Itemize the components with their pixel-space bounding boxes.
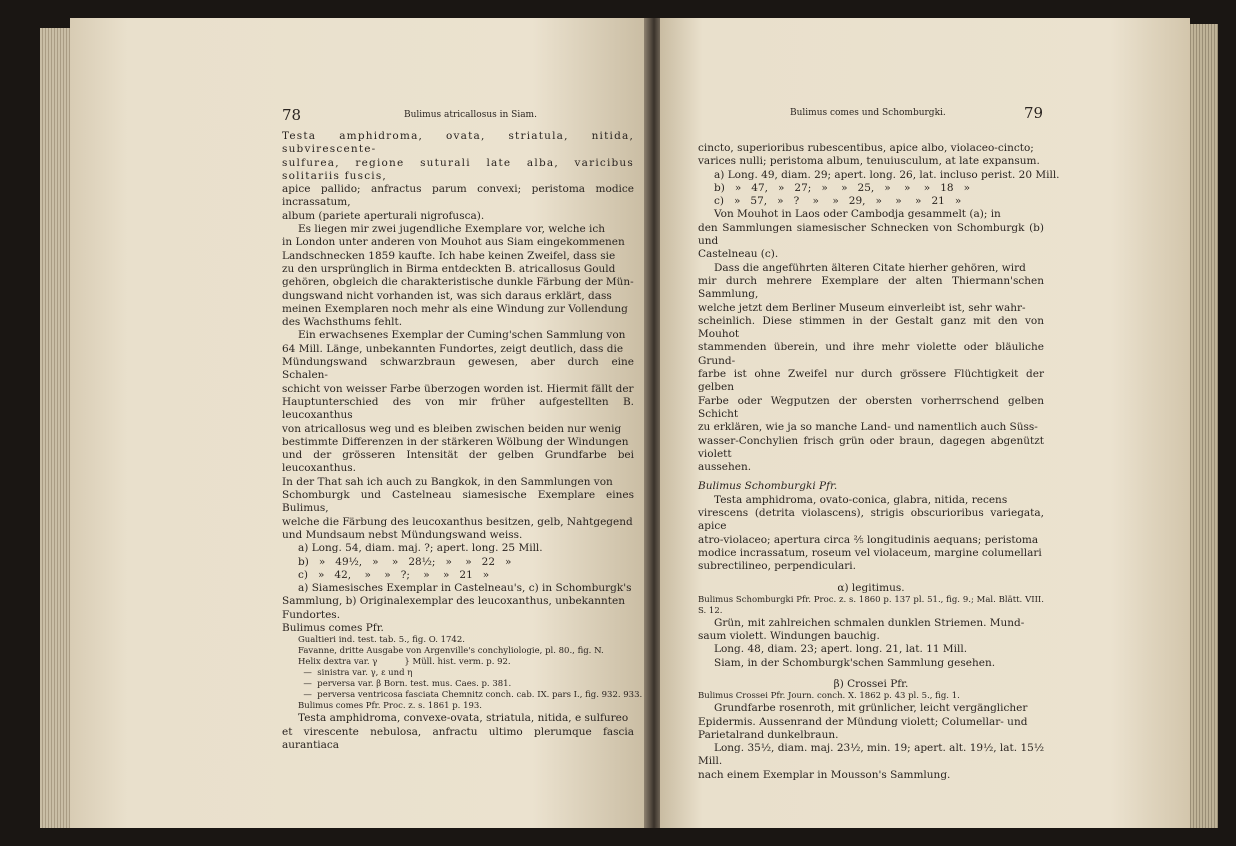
line: varices nulli; peristoma album, tenuiusculum, at late expansum. xyxy=(698,155,1040,168)
line: a) Siamesisches Exemplar in Castelneau's, c) in Schomburgk's xyxy=(298,582,632,595)
line: saum violett. Windungen bauchig. xyxy=(698,630,880,643)
line: mir durch mehrere Exemplare der alten Thiermann'schen Sammlung, xyxy=(698,274,1044,301)
line: wasser-Conchylien frisch grün oder braun, dagegen abgenützt violett xyxy=(698,434,1044,460)
page-edges-right xyxy=(1188,24,1218,828)
line: virescens (detrita violascens), strigis obscurioribus variegata, apice xyxy=(698,507,1044,533)
page-edges-left xyxy=(40,28,74,828)
measure-row: c) » 57, » ? » » 29, » » » 21 » xyxy=(714,195,962,208)
line: Castelneau (c). xyxy=(698,248,779,261)
line: und Mundsaum nebst Mündungswand weiss. xyxy=(282,528,523,541)
line: Von Mouhot in Laos oder Cambodja gesammelt (a); in xyxy=(714,208,1001,221)
running-head-right: Bulimus comes und Schomburgki. xyxy=(790,108,946,118)
line: Mündungswand schwarzbraun gewesen, aber durch eine Schalen- xyxy=(282,356,634,382)
reference: Bulimus Crossei Pfr. Journ. conch. X. 1862 p. 43 pl. 5., fig. 1. xyxy=(698,691,960,702)
line: schicht von weisser Farbe überzogen worden ist. Hiermit fällt der xyxy=(282,382,634,395)
line: Testa amphidroma, ovata, striatula, nitida, subvirescente- xyxy=(282,130,634,156)
line: und der grösseren Intensität der gelben Grundfarbe bei leucoxanthus. xyxy=(282,449,634,475)
line: 64 Mill. Länge, unbekannten Fundortes, zeigt deutlich, dass die xyxy=(282,342,624,355)
reference: Bulimus comes Pfr. Proc. z. s. 1861 p. 193. xyxy=(298,701,483,712)
line: nach einem Exemplar in Mousson's Sammlung. xyxy=(698,768,951,781)
running-head-left: Bulimus atricallosus in Siam. xyxy=(404,110,537,120)
line: zu erklären, wie ja so manche Land- und namentlich auch Süss- xyxy=(698,421,1038,434)
measure-row: c) » 42, » » ?; » » 21 » xyxy=(298,568,490,581)
reference: Gualtieri ind. test. tab. 5., fig. O. 1742. xyxy=(298,635,465,646)
line: meinen Exemplaren noch mehr als eine Windung zur Vollendung xyxy=(282,302,628,315)
variety-heading: α) legitimus. xyxy=(837,581,905,594)
line: album (pariete aperturali nigrofusca). xyxy=(282,209,485,222)
line: dungswand nicht vorhanden ist, was sich daraus erklärt, dass xyxy=(282,289,612,302)
line: welche jetzt dem Berliner Museum einverleibt ist, sehr wahr- xyxy=(698,301,1026,314)
measure-row: b) » 47, » 27; » » 25, » » » 18 » xyxy=(714,181,971,194)
species-heading: Bulimus comes Pfr. xyxy=(282,621,384,634)
line: sulfurea, regione suturali late alba, varicibus solitariis fuscis, xyxy=(282,156,634,182)
line: In der That sah ich auch zu Bangkok, in den Sammlungen von xyxy=(282,475,613,488)
reference: Helix dextra var. γ } Müll. hist. verm. p. 92. xyxy=(298,657,511,668)
line: Hauptunterschied des von mir früher aufgestellten B. leucoxanthus xyxy=(282,395,634,422)
open-book xyxy=(40,18,1200,828)
line: Siam, in der Schomburgk'schen Sammlung gesehen. xyxy=(714,656,996,669)
line: Long. 35½, diam. maj. 23½, min. 19; apert. alt. 19½, lat. 15½ Mill. xyxy=(698,742,1044,768)
line: gehören, obgleich die charakteristische dunkle Färbung der Mün- xyxy=(282,276,634,289)
line: aussehen. xyxy=(698,461,752,474)
left-page xyxy=(70,18,648,828)
line: Schomburgk und Castelneau siamesische Exemplare eines Bulimus, xyxy=(282,489,634,515)
line: scheinlich. Diese stimmen in der Gestalt ganz mit den von Mouhot xyxy=(698,314,1044,341)
reference: Bulimus Schomburgki Pfr. Proc. z. s. 1860 p. 137 pl. 51., fig. 9.; Mal. Blätt. VIII. S. 12. xyxy=(698,594,1044,616)
reference: Favanne, dritte Ausgabe von Argenville's conchyliologie, pl. 80., fig. N. xyxy=(298,646,604,657)
line: farbe ist ohne Zweifel nur durch grössere Flüchtigkeit der gelben xyxy=(698,368,1044,394)
line: welche die Färbung des leucoxanthus besitzen, gelb, Nahtgegend xyxy=(282,515,633,528)
line: Farbe oder Wegputzen der obersten vorherrschend gelben Schicht xyxy=(698,394,1044,420)
line: Grundfarbe rosenroth, mit grünlicher, leicht vergänglicher xyxy=(714,702,1028,715)
line: Long. 48, diam. 23; apert. long. 21, lat. 11 Mill. xyxy=(714,643,968,656)
measure-row: b) » 49½, » » 28½; » » 22 » xyxy=(298,555,512,568)
line: subrectilineo, perpendiculari. xyxy=(698,560,856,573)
line: Dass die angeführten älteren Citate hierher gehören, wird xyxy=(714,261,1026,274)
line: atro-violaceo; apertura circa ⅖ longitudinis aequans; peristoma xyxy=(698,533,1039,546)
page-number-left: 78 xyxy=(282,106,302,124)
line: modice incrassatum, roseum vel violaceum, margine columellari xyxy=(698,546,1042,559)
reference: — sinistra var. γ, ε und η xyxy=(298,668,413,679)
right-page xyxy=(660,18,1190,828)
line: cincto, superioribus rubescentibus, apice albo, violaceo-cincto; xyxy=(698,142,1034,154)
measure-row: a) Long. 49, diam. 29; apert. long. 26, lat. incluso perist. 20 Mill. xyxy=(714,168,1060,181)
line: Ein erwachsenes Exemplar der Cuming'schen Sammlung von xyxy=(298,329,626,342)
reference: — perversa ventricosa fasciata Chemnitz conch. cab. IX. pars I., fig. 932. 933. xyxy=(298,690,643,701)
measure-row: a) Long. 54, diam. maj. ?; apert. long. 25 Mill. xyxy=(298,542,543,555)
line: Sammlung, b) Originalexemplar des leucoxanthus, unbekannten xyxy=(282,595,626,608)
line: stammenden überein, und ihre mehr violette oder bläuliche Grund- xyxy=(698,341,1044,367)
line: Grün, mit zahlreichen schmalen dunklen Striemen. Mund- xyxy=(714,616,1025,629)
line: Fundortes. xyxy=(282,608,341,621)
left-text-column xyxy=(282,130,643,752)
line: Testa amphidroma, convexe-ovata, striatula, nitida, e sulfureo xyxy=(298,712,629,725)
line: Landschnecken 1859 kaufte. Ich habe keinen Zweifel, dass sie xyxy=(282,249,616,262)
line: apice pallido; anfractus parum convexi; peristoma modice incrassatum, xyxy=(282,183,634,209)
line: in London unter anderen von Mouhot aus Siam eingekommenen xyxy=(282,236,625,249)
page-number-right: 79 xyxy=(1024,104,1044,122)
line: zu den ursprünglich in Birma entdeckten B. atricallosus Gould xyxy=(282,262,616,275)
line: Parietalrand dunkelbraun. xyxy=(698,728,839,741)
line: bestimmte Differenzen in der stärkeren Wölbung der Windungen xyxy=(282,435,629,448)
right-text-column xyxy=(698,142,1060,782)
reference: — perversa var. β Born. test. mus. Caes. p. 381. xyxy=(298,679,512,690)
species-heading: Bulimus Schomburgki Pfr. xyxy=(698,480,838,493)
line: Es liegen mir zwei jugendliche Exemplare vor, welche ich xyxy=(298,223,606,236)
line: Testa amphidroma, ovato-conica, glabra, nitida, recens xyxy=(714,493,1008,506)
line: des Wachsthums fehlt. xyxy=(282,316,403,329)
line: den Sammlungen siamesischer Schnecken von Schomburgk (b) und xyxy=(698,221,1044,248)
line: Epidermis. Aussenrand der Mündung violett; Columellar- und xyxy=(698,715,1028,728)
line: von atricallosus weg und es bleiben zwischen beiden nur wenig xyxy=(282,422,622,435)
line: et virescente nebulosa, anfractu ultimo plerumque fascia aurantiaca xyxy=(282,725,634,751)
variety-heading: β) Crossei Pfr. xyxy=(833,677,909,690)
